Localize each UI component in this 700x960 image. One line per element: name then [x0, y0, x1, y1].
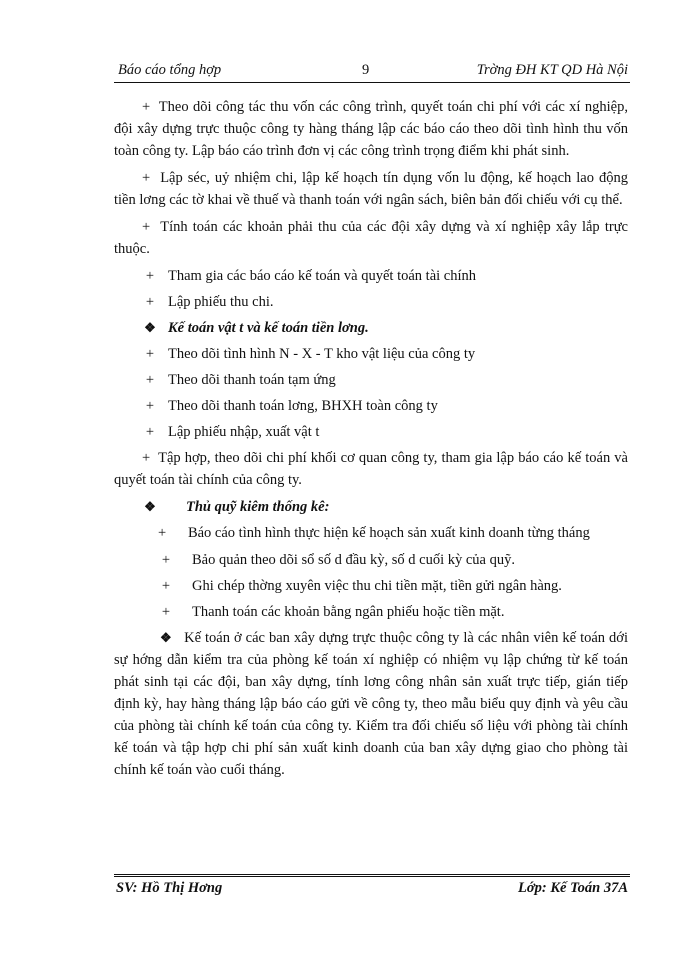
- list-item: + Lập phiếu nhập, xuất vật t: [114, 421, 628, 443]
- page-footer: [114, 878, 630, 900]
- plus-bullet-icon: +: [142, 99, 151, 115]
- list-item: + Tham gia các báo cáo kế toán và quyết toán tài chính: [114, 265, 628, 287]
- plus-bullet-icon: +: [145, 294, 155, 310]
- list-item: + Ghi chép thờng xuyên việc thu chi tiền mặt, tiền gửi ngân hàng.: [114, 575, 628, 597]
- paragraph: ❖ Kế toán ở các ban xây dựng trực thuộc công ty là các nhân viên kế toán dới sự hớng dẫn kiểm tra của phòng kế toán xí nghiệp có nhiệm vụ lập chứng từ kế toán phát sinh tại các đội, ban xây dựng, tính lơng công nhân sản xuất trực tiếp, gián tiếp định kỳ, hay hàng tháng lập báo cáo gửi về công ty, theo mẫu biểu quy định và yêu cầu của phòng tài chính kế toán của công ty. Kiểm tra đối chiếu số liệu với phòng tài chính kế toán và tập hợp chi phí sản xuất kinh doanh của ban xây dựng giao cho phòng tài chính kế toán vào cuối tháng.: [114, 630, 628, 778]
- diamond-bullet-icon: ❖: [144, 320, 156, 335]
- page-number: 9: [362, 62, 370, 78]
- list-item: + Thanh toán các khoản bằng ngân phiếu hoặc tiền mặt.: [114, 601, 628, 623]
- paragraph: + Tính toán các khoản phải thu của các đội xây dựng và xí nghiệp xây lắp trực thuộc.: [114, 219, 628, 257]
- section-heading: ❖ Thủ quỹ kiêm thống kê:: [114, 496, 628, 518]
- paragraph: + Báo cáo tình hình thực hiện kế hoạch sản xuất kinh doanh từng tháng: [158, 525, 590, 541]
- list-item: + Theo dõi thanh toán lơng, BHXH toàn công ty: [114, 395, 628, 417]
- paragraph: + Theo dõi công tác thu vốn các công trình, quyết toán chi phí với các xí nghiệp, đội xây dựng trực thuộc công ty hàng tháng lập các báo cáo theo dõi tình hình thu vốn toàn công ty. Lập báo cáo trình đơn vị các công trình trọng điểm khi phát sinh.: [114, 99, 628, 159]
- page-header: [114, 60, 630, 82]
- list-item: + Theo dõi thanh toán tạm ứng: [114, 369, 628, 391]
- list-item: + Bảo quản theo dõi sổ số d đầu kỳ, số d cuối kỳ của quỹ.: [114, 549, 628, 571]
- plus-bullet-icon: +: [158, 525, 167, 541]
- plus-bullet-icon: +: [161, 578, 171, 594]
- footer-class: Lớp: Kế Toán 37A: [518, 880, 628, 896]
- footer-rule: [114, 874, 630, 877]
- document-body: [114, 96, 628, 781]
- paragraph: + Lập séc, uỷ nhiệm chi, lập kế hoạch tín dụng vốn lu động, kế hoạch lao động tiền lơng các tờ khai về thuế và thanh toán với ngân sách, biên bản đối chiếu với cụ thể.: [114, 170, 628, 208]
- plus-bullet-icon: +: [145, 424, 155, 440]
- plus-bullet-icon: +: [142, 170, 151, 186]
- footer-student: SV: Hồ Thị Hơng: [116, 880, 223, 896]
- header-university: Trờng ĐH KT QD Hà Nội: [476, 62, 628, 78]
- paragraph: + Tập hợp, theo dõi chi phí khối cơ quan công ty, tham gia lập báo cáo kế toán và quyết toán tài chính của công ty.: [114, 450, 628, 488]
- list-item: + Theo dõi tình hình N - X - T kho vật liệu của công ty: [114, 343, 628, 365]
- plus-bullet-icon: +: [142, 219, 151, 235]
- plus-bullet-icon: +: [145, 372, 155, 388]
- plus-bullet-icon: +: [142, 450, 151, 466]
- diamond-bullet-icon: ❖: [160, 630, 173, 645]
- diamond-bullet-icon: ❖: [144, 499, 156, 514]
- header-rule: [114, 82, 630, 83]
- plus-bullet-icon: +: [161, 552, 171, 568]
- plus-bullet-icon: +: [145, 346, 155, 362]
- plus-bullet-icon: +: [161, 604, 171, 620]
- plus-bullet-icon: +: [145, 398, 155, 414]
- header-report-title: Báo cáo tổng hợp: [118, 62, 222, 78]
- section-heading: ❖ Kế toán vật t và kế toán tiền lơng.: [114, 317, 628, 339]
- list-item: + Lập phiếu thu chi.: [114, 291, 628, 313]
- plus-bullet-icon: +: [145, 268, 155, 284]
